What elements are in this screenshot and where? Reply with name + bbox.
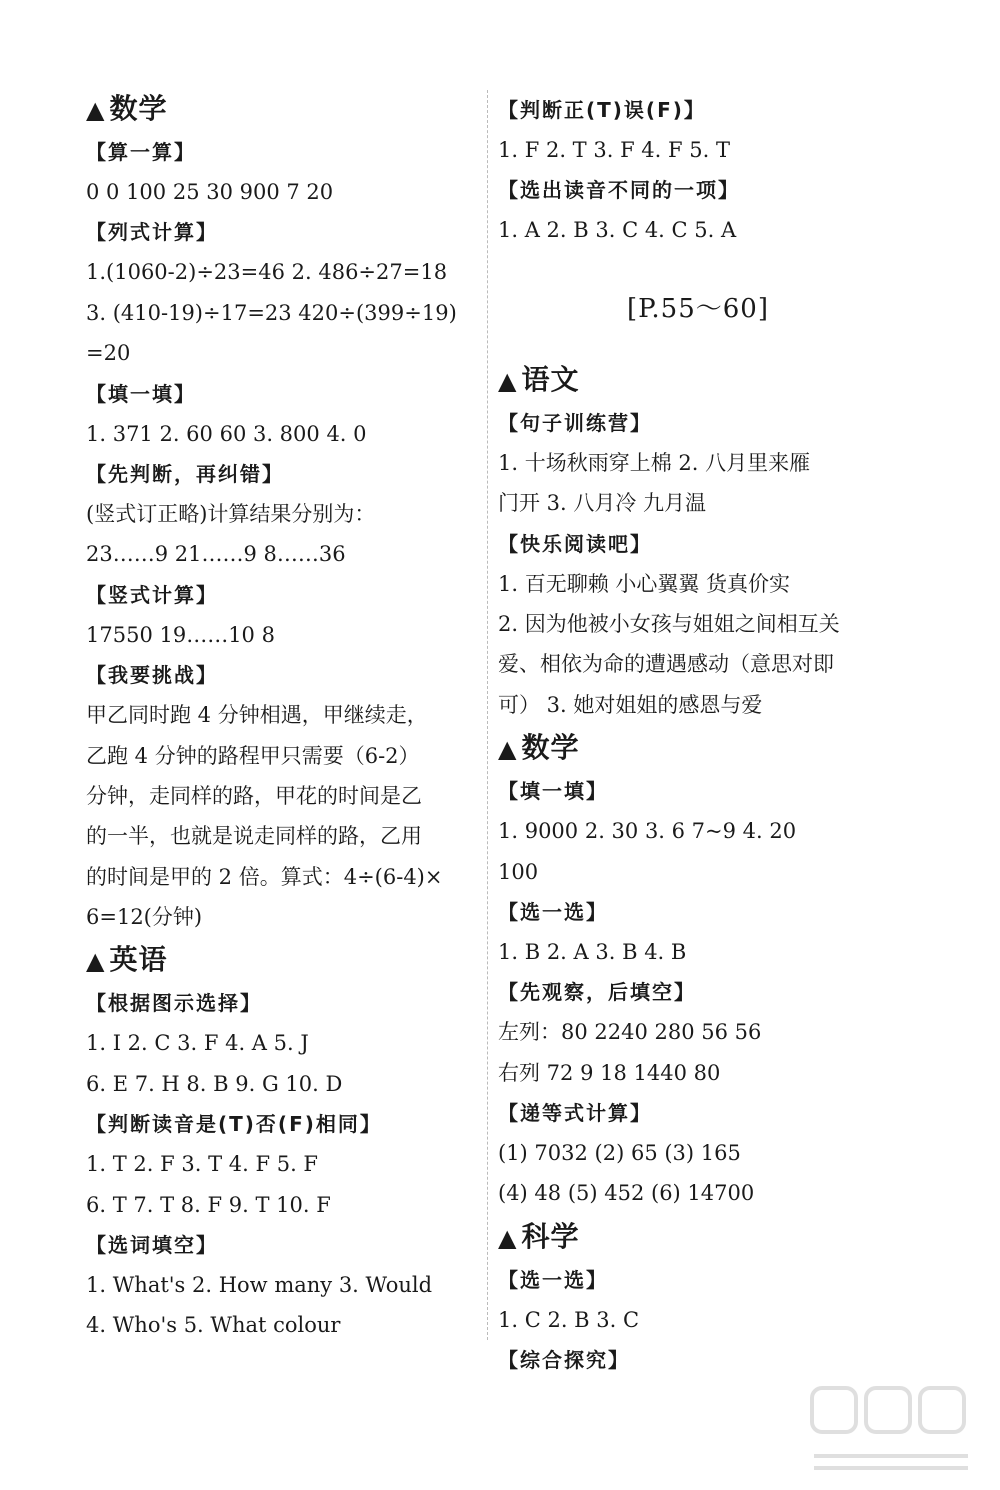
answer-line: 17550 19……10 8 — [86, 622, 275, 647]
section-header-xuan: 【选一选】 — [498, 899, 608, 924]
answer-line: 1. 9000 2. 30 3. 6 7~9 4. 20 — [498, 819, 797, 844]
chinese-heading: ▲ 语文 — [498, 357, 898, 403]
section-header-yuedu: 【快乐阅读吧】 — [498, 531, 652, 556]
answer-line: 2. 因为他被小女孩与姐姐之间相互关 — [498, 611, 840, 636]
section-header-lieshi: 【列式计算】 — [86, 220, 218, 245]
answer-line: 乙跑 4 分钟的路程甲只需要（6-2） — [86, 743, 420, 768]
math-heading-2: ▲ 数学 — [498, 725, 898, 771]
triangle-icon: ▲ — [498, 366, 518, 395]
section-header-panduan: 【先判断，再纠错】 — [86, 461, 284, 486]
answer-line: (竖式订正略)计算结果分别为： — [86, 501, 376, 526]
answer-line: 可） 3. 她对姐姐的感恩与爱 — [498, 692, 763, 717]
section-header-guancha: 【先观察，后填空】 — [498, 980, 696, 1005]
answer-line: 分钟，走同样的路，甲花的时间是乙 — [86, 783, 422, 808]
answer-line: 1.(1060-2)÷23=46 2. 486÷27=18 — [86, 260, 448, 285]
answer-line: 4. Who's 5. What colour — [86, 1313, 341, 1338]
answer-line: 1. What's 2. How many 3. Would — [86, 1273, 433, 1298]
answer-line: 23……9 21……9 8……36 — [86, 542, 346, 567]
section-header-suan: 【算一算】 — [86, 140, 196, 164]
answer-line: =20 — [86, 341, 131, 366]
watermark-logo — [792, 1370, 982, 1480]
answer-line: 1. 百无聊赖 小心翼翼 货真价实 — [498, 571, 791, 596]
answer-line: 3. (410-19)÷17=23 420÷(399÷19) — [86, 300, 457, 325]
answer-line: 1. 十场秋雨穿上棉 2. 八月里来雁 — [498, 450, 811, 475]
answer-line: (4) 48 (5) 452 (6) 14700 — [498, 1181, 755, 1206]
answer-line: 的一半，也就是说走同样的路，乙用 — [86, 824, 422, 849]
answer-line: 1. A 2. B 3. C 4. C 5. A — [498, 218, 737, 243]
triangle-icon: ▲ — [86, 96, 106, 124]
answer-line: 的时间是甲的 2 倍。算式：4÷(6-4)× — [86, 864, 443, 889]
section-header-tushi: 【根据图示选择】 — [86, 991, 262, 1016]
answer-line: 6. T 7. T 8. F 9. T 10. F — [86, 1192, 331, 1217]
section-header-tian: 【填一填】 — [86, 381, 196, 406]
english-heading: ▲ 英语 — [86, 937, 478, 983]
answer-line: 1. B 2. A 3. B 4. B — [498, 939, 687, 964]
section-header-juzi: 【句子训练营】 — [498, 410, 652, 435]
column-divider — [487, 90, 488, 1340]
right-column — [498, 90, 898, 1380]
answer-line: 1. T 2. F 3. T 4. F 5. F — [86, 1152, 318, 1177]
math-heading: ▲ 数学 — [86, 86, 478, 132]
answer-line: 1. 371 2. 60 60 3. 800 4. 0 — [86, 421, 367, 446]
answer-line: (1) 7032 (2) 65 (3) 165 — [498, 1141, 741, 1166]
section-header-zhengwu: 【判断正(T)误(F)】 — [498, 98, 706, 122]
section-header-xuanci: 【选词填空】 — [86, 1233, 218, 1258]
answer-line: 左列：80 2240 280 56 56 — [498, 1020, 762, 1045]
answer-line: 爱、相依为命的遭遇感动（意思对即 — [498, 652, 834, 677]
answer-line: 门开 3. 八月冷 九月温 — [498, 491, 707, 516]
answer-line: 右列 72 9 18 1440 80 — [498, 1060, 721, 1085]
section-header-tian-2: 【填一填】 — [498, 779, 608, 804]
answer-line: 100 — [498, 859, 539, 884]
triangle-icon: ▲ — [86, 947, 106, 976]
triangle-icon: ▲ — [498, 1223, 518, 1252]
section-header-dideng: 【递等式计算】 — [498, 1101, 652, 1126]
section-header-zonghe: 【综合探究】 — [498, 1348, 630, 1373]
answer-line: 1. I 2. C 3. F 4. A 5. J — [86, 1031, 309, 1056]
section-header-butong: 【选出读音不同的一项】 — [498, 178, 740, 203]
section-header-duyin: 【判断读音是(T)否(F)相同】 — [86, 1112, 382, 1137]
section-header-sci-xuan: 【选一选】 — [498, 1267, 608, 1292]
answer-line: 甲乙同时跑 4 分钟相遇，甲继续走， — [86, 703, 428, 728]
answer-line: 6. E 7. H 8. B 9. G 10. D — [86, 1071, 343, 1096]
section-header-tiaozhan: 【我要挑战】 — [86, 663, 218, 688]
answer-line: 1. F 2. T 3. F 4. F 5. T — [498, 138, 730, 162]
page-range: [P.55～60] — [627, 293, 769, 324]
science-heading: ▲ 科学 — [498, 1214, 898, 1260]
triangle-icon: ▲ — [498, 735, 518, 764]
section-header-shushi: 【竖式计算】 — [86, 582, 218, 607]
answer-line: 0 0 100 25 30 900 7 20 — [86, 180, 334, 204]
answer-line: 6=12(分钟) — [86, 905, 203, 930]
answer-line: 1. C 2. B 3. C — [498, 1307, 640, 1332]
left-column — [86, 86, 478, 1346]
